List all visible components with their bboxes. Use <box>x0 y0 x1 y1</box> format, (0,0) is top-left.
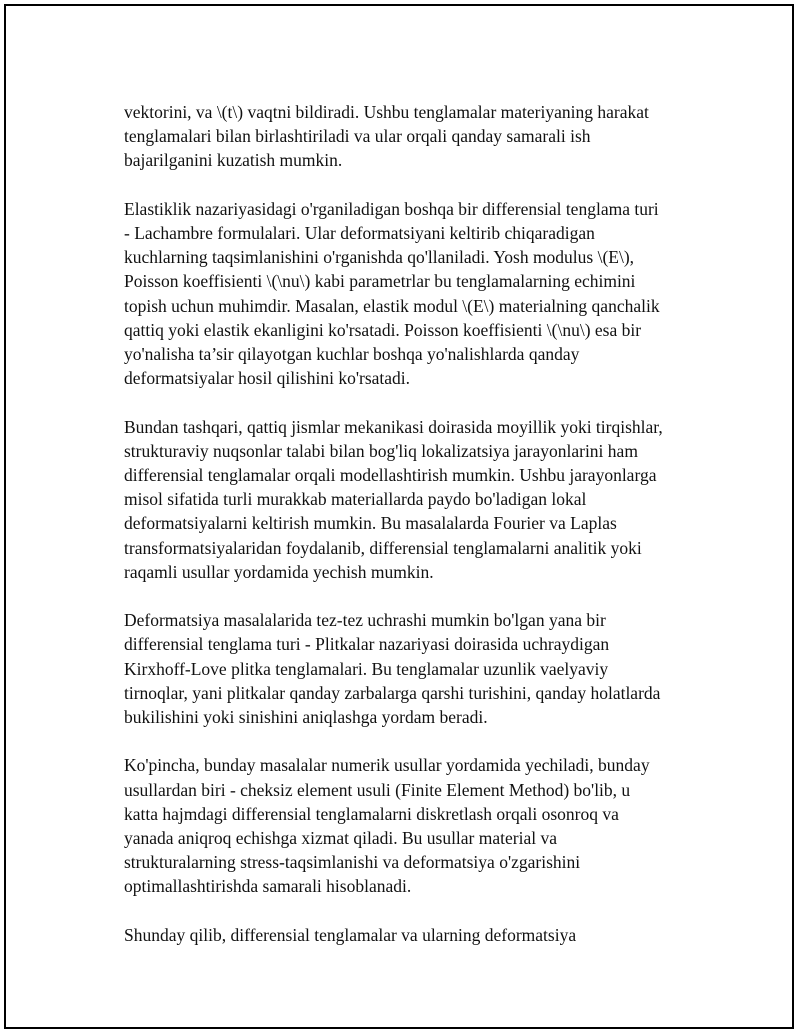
text-line: qattiq yoki elastik ekanligini ko'rsatadi. Poisson koeffisienti \(\nu\) esa bir <box>124 319 642 340</box>
text-line: Ko'pincha, bunday masalalar numerik usullar yordamida yechiladi, bunday <box>124 755 650 776</box>
document-body <box>124 100 704 971</box>
text-line: Kirxhoff-Love plitka tenglamalari. Bu tenglamalar uzunlik vaelyaviy <box>124 658 609 679</box>
text-line: misol sifatida turli murakkab materiallarda paydo bo'ladigan lokal <box>124 489 587 510</box>
text-line: bukilishini yoki sinishini aniqlashga yordam beradi. <box>124 707 488 728</box>
paragraph <box>124 923 704 947</box>
text-line: strukturaviy nuqsonlar talabi bilan bog'liq lokalizatsiya jarayonlarini ham <box>124 440 638 461</box>
text-line: deformatsiyalarni keltirish mumkin. Bu masalalarda Fourier va Laplas <box>124 513 617 534</box>
text-line: tenglamalari bilan birlashtiriladi va ular orqali qanday samarali ish <box>124 126 591 147</box>
text-line: - Lachambre formulalari. Ular deformatsiyani keltirib chiqaradigan <box>124 223 595 243</box>
paragraph <box>124 608 704 729</box>
text-line: kuchlarning taqsimlanishini o'rganishda qo'llaniladi. Yosh modulus \(E\), <box>124 247 635 268</box>
text-line: Shunday qilib, differensial tenglamalar va ularning deformatsiya <box>124 924 577 945</box>
text-line: bajarilganini kuzatish mumkin. <box>124 150 343 171</box>
text-line: topish uchun muhimdir. Masalan, elastik modul \(E\) materialning qanchalik <box>124 295 660 316</box>
text-line: usullardan biri - cheksiz element usuli (Finite Element Method) bo'lib, u <box>124 779 631 800</box>
text-line: yo'nalisha ta’sir qilayotgan kuchlar boshqa yo'nalishlarda qanday <box>124 344 580 365</box>
text-line: raqamli usullar yordamida yechish mumkin. <box>124 561 434 582</box>
text-line: transformatsiyalaridan foydalanib, differensial tenglamalarni analitik yoki <box>124 537 642 558</box>
paragraph <box>124 100 704 173</box>
text-line: Deformatsiya masalalarida tez-tez uchrashi mumkin bo'lgan yana bir <box>124 610 606 631</box>
paragraph <box>124 753 704 898</box>
text-line: vektorini, va \(t\) vaqtni bildiradi. Ushbu tenglamalar materiyaning harakat <box>124 102 649 122</box>
text-line: Elastiklik nazariyasidagi o'rganiladigan boshqa bir differensial tenglama turi <box>124 198 659 219</box>
text-line: Bundan tashqari, qattiq jismlar mekanikasi doirasida moyillik yoki tirqishlar, <box>124 416 663 437</box>
text-line: optimallashtirishda samarali hisoblanadi. <box>124 876 412 897</box>
paragraph <box>124 415 704 584</box>
paragraph <box>124 197 704 391</box>
text-line: katta hajmdagi differensial tenglamalarni diskretlash orqali osonroq va <box>124 803 619 824</box>
text-line: differensial tenglamalar orqali modellashtirish mumkin. Ushbu jarayonlarga <box>124 465 657 486</box>
text-line: yanada aniqroq echishga xizmat qiladi. Bu usullar material va <box>124 828 557 849</box>
page-frame <box>4 4 794 1029</box>
text-line: strukturalarning stress-taqsimlanishi va deformatsiya o'zgarishini <box>124 852 581 873</box>
text-line: tirnoqlar, yani plitkalar qanday zarbalarga qarshi turishini, qanday holatlarda <box>124 682 661 703</box>
text-line: Poisson koeffisienti \(\nu\) kabi parametrlar bu tenglamalarning echimini <box>124 271 636 292</box>
text-line: differensial tenglama turi - Plitkalar nazariyasi doirasida uchraydigan <box>124 634 610 655</box>
text-line: deformatsiyalar hosil qilishini ko'rsatadi. <box>124 368 411 389</box>
